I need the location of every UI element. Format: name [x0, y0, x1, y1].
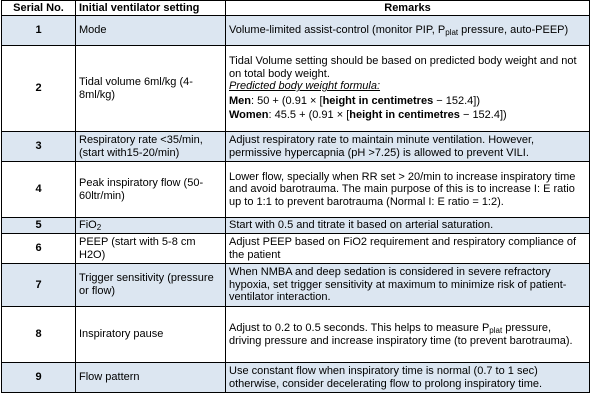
- serial-cell: 4: [2, 162, 76, 218]
- table-row: [2, 307, 590, 363]
- header-row: [2, 1, 590, 16]
- remarks-cell: Start with 0.5 and titrate it based on arterial saturation.: [226, 218, 590, 234]
- formula-title: Predicted body weight formula:: [229, 80, 381, 93]
- serial-cell: 6: [2, 234, 76, 264]
- table-row: [2, 16, 590, 46]
- formula-men: [229, 95, 586, 108]
- women-label: Women: [229, 109, 269, 122]
- table-row: [2, 234, 590, 264]
- remarks-cell: Adjust PEEP based on FiO2 requirement and respiratory compliance of the patient: [226, 234, 590, 264]
- setting-text: FiO: [79, 219, 97, 232]
- setting-cell: [76, 218, 226, 234]
- ventilator-settings-table: [1, 0, 590, 393]
- table-row: [2, 162, 590, 218]
- formula-text: : 45.5 + (0.91 × [: [268, 109, 350, 122]
- formula-bold-text: height in centimetres: [322, 94, 434, 107]
- subscript-text: plat: [445, 28, 459, 38]
- table-row: [2, 46, 590, 132]
- formula-text: : 50 + (0.91 × [: [251, 94, 323, 107]
- serial-cell: 5: [2, 218, 76, 234]
- subscript-text: plat: [489, 325, 503, 335]
- serial-cell: 9: [2, 363, 76, 393]
- remarks-cell: Adjust respiratory rate to maintain minute ventilation. However, permissive hypercapnia (pH >7.25) is allowed to prevent VILI.: [226, 132, 590, 162]
- formula-women: [229, 109, 586, 122]
- remarks-text: pressure, driving pressure and increase inspiratory time (to prevent barotrauma).: [229, 321, 573, 347]
- remarks-intro: Tidal Volume setting should be based on predicted body weight and not on total body weight.: [229, 55, 577, 80]
- header-setting: Initial ventilator setting: [76, 1, 226, 16]
- formula-text: − 152.4]): [459, 109, 507, 122]
- remarks-cell: Use constant flow when inspiratory time is normal (0.7 to 1 sec) otherwise, consider decelerating flow to prolong inspiratory time.: [226, 363, 590, 393]
- remarks-cell: [226, 46, 590, 132]
- remarks-cell: [226, 16, 590, 46]
- remarks-text: Volume-limited assist-control (monitor PIP, P: [229, 24, 446, 37]
- setting-cell: Peak inspiratory flow (50-60ltr/min): [76, 162, 226, 218]
- setting-cell: Inspiratory pause: [76, 307, 226, 363]
- header-serial: Serial No.: [2, 1, 76, 16]
- subscript-text: 2: [96, 223, 102, 233]
- serial-cell: 7: [2, 264, 76, 307]
- table-row: [2, 264, 590, 307]
- remarks-cell: Lower flow, specially when RR set > 20/min to increase inspiratory time and avoid barotrauma. The main purpose of this is to increase I: E ratio up to 1:1 to prevent barotrauma (Normal I: E ratio = 1:2).: [226, 162, 590, 218]
- formula-bold-text: height in centimetres: [349, 109, 460, 122]
- formula-text: − 152.4]): [433, 94, 480, 107]
- setting-cell: Mode: [76, 16, 226, 46]
- remarks-text: pressure, auto-PEEP): [458, 24, 569, 37]
- table-row: [2, 363, 590, 393]
- setting-cell: Tidal volume 6ml/kg (4-8ml/kg): [76, 46, 226, 132]
- serial-cell: 1: [2, 16, 76, 46]
- setting-cell: Flow pattern: [76, 363, 226, 393]
- setting-cell: PEEP (start with 5-8 cm H2O): [76, 234, 226, 264]
- remarks-text: Adjust to 0.2 to 0.5 seconds. This helps to measure P: [229, 321, 490, 334]
- setting-cell: Respiratory rate <35/min, (start with15-20/min): [76, 132, 226, 162]
- table-row: [2, 218, 590, 234]
- table-row: [2, 132, 590, 162]
- serial-cell: 8: [2, 307, 76, 363]
- setting-cell: Trigger sensitivity (pressure or flow): [76, 264, 226, 307]
- men-label: Men: [229, 94, 251, 107]
- header-remarks: Remarks: [226, 1, 590, 16]
- serial-cell: 2: [2, 46, 76, 132]
- serial-cell: 3: [2, 132, 76, 162]
- remarks-cell: When NMBA and deep sedation is considered in severe refractory hypoxia, set trigger sensitivity at maximum to minimize risk of patient- ventilator interaction.: [226, 264, 590, 307]
- remarks-cell: [226, 307, 590, 363]
